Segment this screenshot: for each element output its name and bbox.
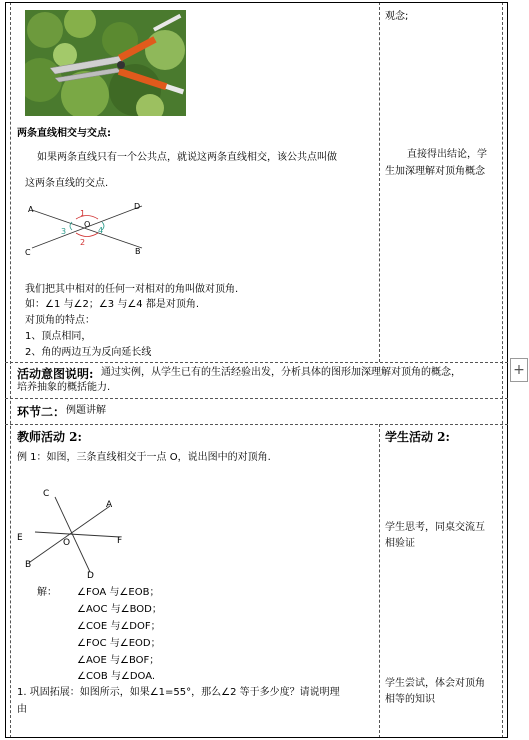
fig1-label-o: O bbox=[84, 220, 91, 229]
fig1-angle-1: 1 bbox=[80, 209, 86, 218]
fig2-label-e: E bbox=[17, 533, 23, 543]
inner-right-dashed-line bbox=[502, 2, 503, 738]
solution-pair: ∠FOC 与∠EOD； bbox=[77, 638, 161, 649]
features-title: 对顶角的特点： bbox=[25, 315, 95, 326]
feature-1: 1、顶点相同， bbox=[25, 331, 92, 342]
student-response-line-3: 学生尝试，体会对顶角 bbox=[385, 678, 485, 689]
fig1-label-a: A bbox=[28, 205, 34, 214]
fig1-label-d: D bbox=[134, 202, 141, 211]
solution-pair: ∠AOC 与∠BOD； bbox=[77, 604, 162, 615]
intent-text-line-2: 培养抽象的概括能力. bbox=[17, 382, 111, 393]
fig2-label-d: D bbox=[87, 571, 94, 581]
fig2-label-f: F bbox=[117, 536, 123, 546]
solution-pair: ∠COB 与∠DOA. bbox=[77, 671, 156, 682]
table-left-border bbox=[5, 2, 6, 738]
row-divider-3 bbox=[5, 424, 508, 425]
vertical-angle-definition: 我们把其中相对的任何一对相对的角叫做对顶角. bbox=[25, 284, 239, 295]
solution-label: 解： bbox=[37, 587, 57, 598]
table-right-border bbox=[507, 2, 508, 738]
row-divider-2 bbox=[5, 398, 508, 399]
definition-line-1: 如果两条直线只有一个公共点，就说这两条直线相交，该公共点叫做 bbox=[37, 152, 337, 163]
student-response-line-1: 学生思考，同桌交流互 bbox=[385, 522, 485, 533]
fig1-angle-2: 2 bbox=[80, 238, 86, 247]
fig2-label-c: C bbox=[43, 489, 50, 499]
solution-pair: ∠COE 与∠DOF； bbox=[77, 621, 161, 632]
example-1-text: 例 1：如图，三条直线相交于一点 O，说出图中的对顶角. bbox=[17, 452, 271, 463]
solution-pair: ∠FOA 与∠EOB； bbox=[77, 587, 160, 598]
fig2-label-b: B bbox=[25, 560, 32, 570]
three-lines-figure bbox=[15, 482, 130, 582]
exercise-line-1: 1. 巩固拓展：如图所示，如果∠1=55°，那么∠2 等于多少度？请说明理 bbox=[17, 687, 340, 698]
right-remark-line-2: 生加深理解对顶角概念 bbox=[385, 166, 485, 177]
exercise-line-2: 由 bbox=[17, 704, 27, 715]
fig1-angle-4: 4 bbox=[98, 226, 104, 235]
solution-pair: ∠AOE 与∠BOF； bbox=[77, 655, 160, 666]
step-label: 环节二： bbox=[17, 405, 66, 419]
inner-left-dashed-line bbox=[10, 2, 11, 738]
vertical-angle-example: 如：∠1 与∠2；∠3 与∠4 都是对顶角. bbox=[25, 299, 200, 310]
step-title: 例题讲解 bbox=[66, 405, 106, 416]
teacher-activity-title: 教师活动 2: bbox=[17, 430, 82, 444]
add-row-button[interactable]: + bbox=[510, 358, 528, 382]
section-heading: 两条直线相交与交点: bbox=[17, 128, 111, 139]
feature-2: 2、角的两边互为反向延长线 bbox=[25, 347, 152, 358]
student-response-line-2: 相验证 bbox=[385, 538, 415, 549]
fig2-label-a: A bbox=[106, 500, 113, 510]
right-note: 观念; bbox=[385, 11, 409, 22]
intent-text-line-1: 通过实例，从学生已有的生活经验出发，分析具体的图形加深理解对顶角的概念， bbox=[101, 367, 461, 378]
table-top-border bbox=[5, 2, 508, 3]
student-activity-title: 学生活动 2: bbox=[385, 430, 450, 444]
fig1-angle-3: 3 bbox=[61, 227, 67, 236]
hedge-shears-photo bbox=[25, 10, 186, 116]
column-divider-lower bbox=[379, 424, 380, 738]
column-divider bbox=[379, 2, 380, 362]
row-divider-1 bbox=[5, 362, 508, 363]
fig1-label-b: B bbox=[135, 247, 141, 256]
right-remark-line-1: 直接得出结论，学 bbox=[407, 149, 487, 160]
intent-label: 活动意图说明: bbox=[17, 367, 94, 381]
definition-line-2: 这两条直线的交点. bbox=[25, 178, 109, 189]
fig2-label-o: O bbox=[63, 538, 71, 548]
fig1-label-c: C bbox=[25, 248, 31, 257]
table-bottom-border bbox=[5, 737, 508, 738]
student-response-line-4: 相等的知识 bbox=[385, 694, 435, 705]
